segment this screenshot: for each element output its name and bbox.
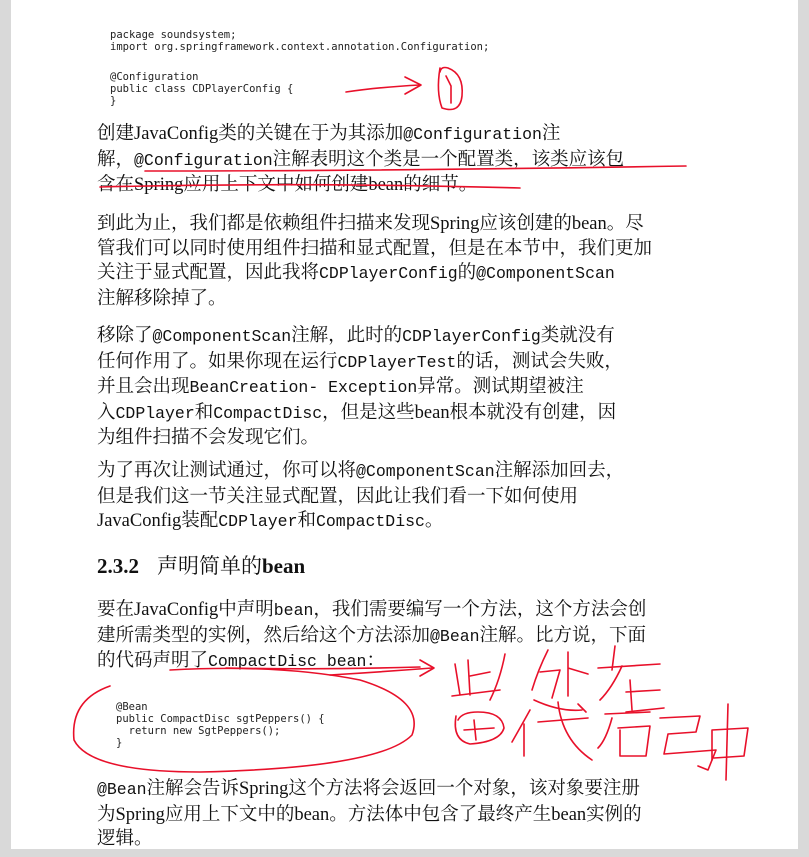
inline-code: @Configuration xyxy=(134,150,273,170)
text: 类就没有 xyxy=(540,326,615,346)
text: 关注于显式配置，因此我将 xyxy=(97,263,320,283)
underline-mark xyxy=(145,166,686,171)
text: 注解移除掉了。 xyxy=(97,288,227,309)
underline-mark xyxy=(100,185,520,188)
text: 为了再次让测试通过，你可以将 xyxy=(97,461,357,481)
text: 注 xyxy=(541,124,561,144)
ellipse-mark xyxy=(74,668,415,772)
text: 异常。测试期望被注 xyxy=(417,377,584,397)
inline-code: CDPlayer xyxy=(115,403,195,423)
code-line: import org.springframework.context.annotation.Configuration; xyxy=(110,41,490,53)
text: ： xyxy=(366,651,385,671)
handwriting-char xyxy=(452,654,505,700)
text: 含在Spring应用上下文中如何创建bean的细节。 xyxy=(97,175,478,195)
circled-one-stroke xyxy=(446,76,451,103)
section-title-bold: bean xyxy=(262,554,306,578)
text: 建所需类型的实例，然后给这个方法添加 xyxy=(97,625,431,646)
text: 注解添加回去， xyxy=(494,461,625,481)
text: 但是我们这一节关注显式配置，因此让我们看一下如何使用 xyxy=(97,486,579,507)
text: 移除了 xyxy=(97,326,153,346)
code-line: @Configuration xyxy=(110,71,199,83)
inline-code: CompactDisc bean xyxy=(208,652,367,671)
handwriting-char xyxy=(598,712,650,756)
section-number: 2.3.2 xyxy=(97,554,139,578)
handwriting-char xyxy=(712,704,748,780)
text: 解， xyxy=(97,149,135,170)
code-line: package soundsystem; xyxy=(110,29,237,41)
text: 的 xyxy=(457,263,477,283)
handwriting-char xyxy=(532,650,588,710)
code-line: public class CDPlayerConfig { xyxy=(110,83,294,95)
inline-code: CompactDisc xyxy=(213,403,323,423)
text: ，我们需要编写一个方法，这个方法会创 xyxy=(313,600,647,620)
inline-code: @ComponentScan xyxy=(356,462,495,481)
inline-code: @ComponentScan xyxy=(152,327,292,346)
text: JavaConfig装配 xyxy=(97,511,219,531)
code-line: @Bean xyxy=(116,701,148,713)
code-line: public CompactDisc sgtPeppers() { xyxy=(116,713,325,725)
inline-code: CDPlayerConfig xyxy=(319,264,458,283)
text: 的代码声明了 xyxy=(97,651,209,671)
text: 为Spring应用上下文中的bean。方法体中包含了最终产生bean实例的 xyxy=(97,804,642,825)
text: 入 xyxy=(97,402,116,423)
text: 管我们可以同时使用组件扫描和显式配置，但是在本节中，我们更加 xyxy=(97,238,653,259)
text: 注解。比方说，下面 xyxy=(479,625,647,646)
handwriting-char xyxy=(598,646,664,712)
text: 的话，测试会失败， xyxy=(456,351,623,372)
text: 和 xyxy=(297,511,316,531)
handwriting-char xyxy=(455,712,504,744)
inline-code: @Bean xyxy=(97,780,147,799)
inline-code: CompactDisc xyxy=(316,512,425,531)
inline-code: bean xyxy=(273,601,314,620)
handwriting-char xyxy=(660,716,716,770)
text: 并且会出现 xyxy=(97,377,190,397)
inline-code: BeanCreation- Exception xyxy=(189,378,418,397)
inline-code: CDPlayer xyxy=(218,512,298,531)
text: 和 xyxy=(194,402,214,423)
text: 为组件扫描不会发现它们。 xyxy=(97,428,320,448)
text: 注解表明这个类是一个配置类，该类应该包 xyxy=(272,149,625,170)
inline-code: CDPlayerTest xyxy=(337,352,457,372)
text: 创建JavaConfig类的关键在于为其添加 xyxy=(97,124,404,144)
inline-code: @Configuration xyxy=(403,125,542,144)
inline-code: @Bean xyxy=(430,626,480,646)
inline-code: CDPlayerConfig xyxy=(402,327,541,346)
text: ，但是这些bean根本就没有创建，因 xyxy=(322,402,617,423)
code-line: return new SgtPeppers(); xyxy=(116,725,281,737)
text: 到此为止，我们都是依赖组件扫描来发现Spring应该创建的bean。尽 xyxy=(97,214,644,234)
inline-code: @ComponentScan xyxy=(476,264,615,283)
text: 逻辑。 xyxy=(97,829,153,849)
text: 任何作用了。如果你现在运行 xyxy=(97,351,338,372)
section-title: 声明简单的 xyxy=(157,554,262,578)
text: 注解，此时的 xyxy=(291,326,403,346)
code-line: } xyxy=(110,95,117,107)
annotation-strokes xyxy=(74,68,748,781)
text: 。 xyxy=(424,511,444,531)
text: 要在JavaConfig中声明 xyxy=(97,600,274,620)
code-line: } xyxy=(116,737,123,749)
text: 注解会告诉Spring这个方法将会返回一个对象，该对象要注册 xyxy=(146,779,640,799)
